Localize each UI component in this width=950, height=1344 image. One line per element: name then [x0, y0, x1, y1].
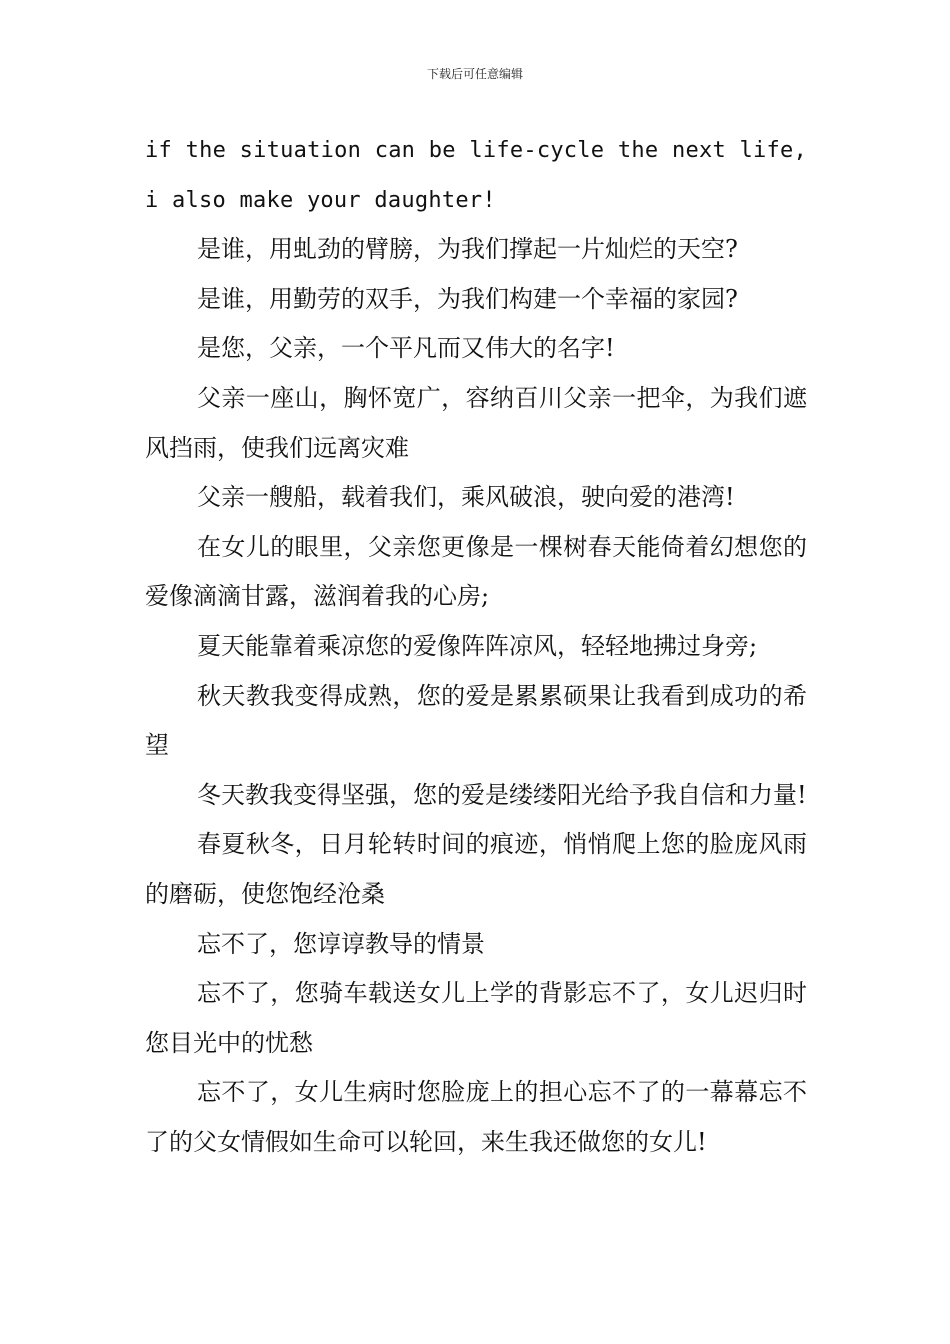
- paragraph: 是您，父亲，一个平凡而又伟大的名字!: [197, 334, 615, 363]
- paragraph: 春夏秋冬，日月轮转时间的痕迹，悄悄爬上您的脸庞风雨的磨砺，使您饱经沧桑: [145, 830, 807, 908]
- document-body: [145, 126, 807, 1167]
- page-header: 下载后可任意编辑: [426, 67, 523, 81]
- paragraph: 冬天教我变得坚强，您的爱是缕缕阳光给予我自信和力量!: [197, 780, 807, 809]
- paragraph: 父亲一座山，胸怀宽广，容纳百川父亲一把伞，为我们遮风挡雨，使我们远离灾难: [145, 383, 807, 462]
- paragraph-english: if the situation can be life-cycle the next life, i also make your daughter!: [145, 138, 807, 213]
- paragraph: 忘不了，您骑车载送女儿上学的背影忘不了，女儿迟归时您目光中的忧愁: [145, 979, 807, 1057]
- paragraph: 忘不了，您谆谆教导的情景: [197, 929, 485, 958]
- paragraph: 在女儿的眼里，父亲您更像是一棵树春天能倚着幻想您的爱像滴滴甘露，滋润着我的心房;: [145, 532, 807, 611]
- paragraph: 秋天教我变得成熟，您的爱是累累硕果让我看到成功的希望: [145, 681, 807, 760]
- paragraph: 是谁，用虬劲的臂膀，为我们撑起一片灿烂的天空?: [197, 235, 738, 264]
- paragraph: 父亲一艘船，载着我们，乘风破浪，驶向爱的港湾!: [197, 483, 735, 512]
- paragraph: 忘不了，女儿生病时您脸庞上的担心忘不了的一幕幕忘不了的父女情假如生命可以轮回，来生我还做您的女儿!: [145, 1078, 807, 1156]
- paragraph: 夏天能靠着乘凉您的爱像阵阵凉风，轻轻地拂过身旁;: [197, 631, 758, 660]
- paragraph: 是谁，用勤劳的双手，为我们构建一个幸福的家园?: [197, 284, 738, 313]
